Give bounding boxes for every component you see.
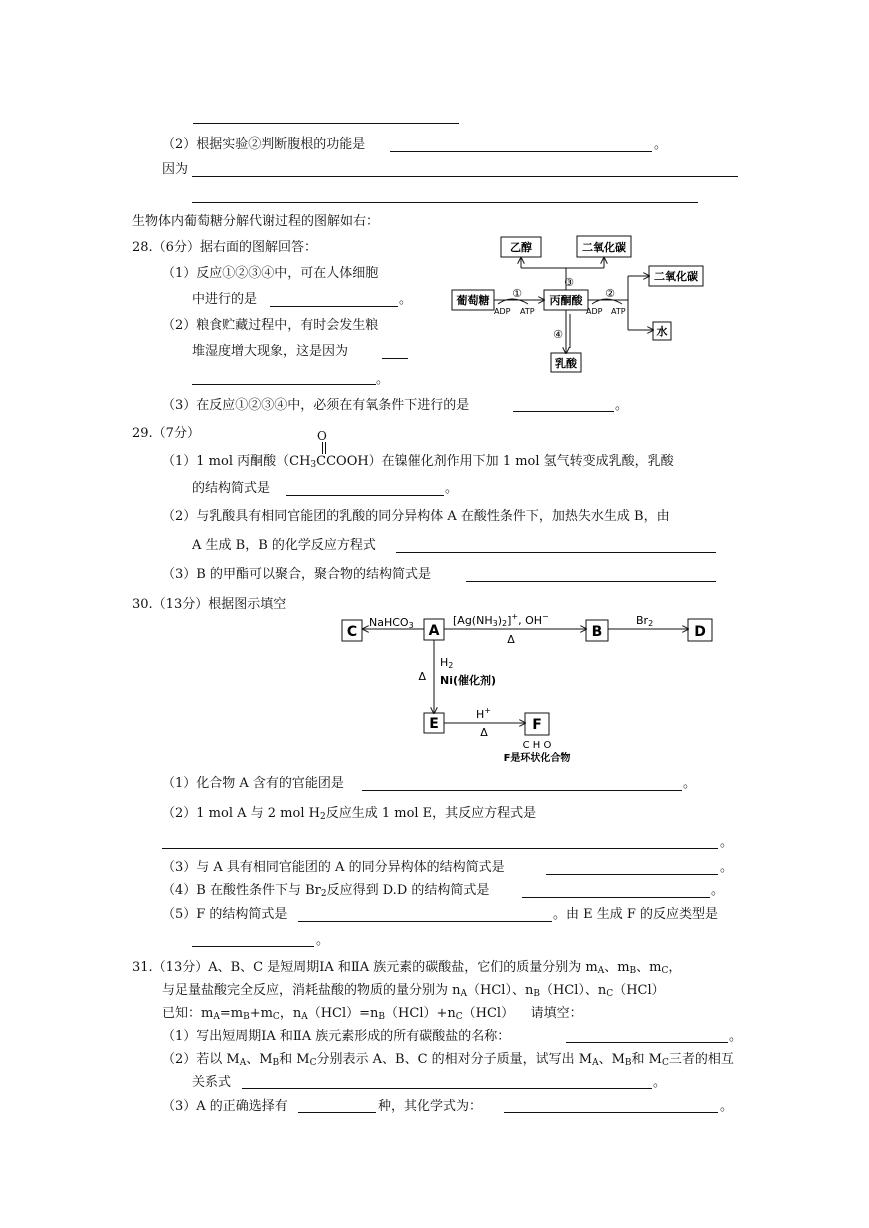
q30-part4: （4）B 在酸性条件下与 $Br_2$反应得到 D.D 的结构简式是: [162, 883, 490, 899]
answer-blank[interactable]: [162, 848, 718, 849]
nahco3-label: NaHCO3: [369, 616, 414, 630]
q30-part5-post: 。由 E 生成 F 的反应类型是: [553, 907, 719, 922]
intro-text: 生物体内葡萄糖分解代谢过程的图解如右：: [132, 214, 380, 229]
answer-blank[interactable]: [286, 495, 444, 496]
br2-label: Br2: [636, 614, 654, 628]
answer-blank[interactable]: [466, 581, 716, 582]
q28-part3-end: 。: [615, 398, 629, 413]
q28-part3: （3）在反应①②③④中，必须在有氧条件下进行的是: [162, 398, 470, 413]
q28-part1b: 中进行的是: [192, 292, 258, 307]
q31-part2a: （2）若以 $M_A$、$M_B$和 $M_C$分别表示 A、B、C 的相对分子质量，试写出 $M_A$、$M_B$和 $M_C$三者的相互: [162, 1052, 734, 1068]
q31-part1-end: 。: [729, 1029, 743, 1044]
q31-part3b: 种，其化学式为：: [378, 1099, 483, 1114]
ethanol-label: 乙醇: [510, 241, 532, 254]
answer-blank[interactable]: [396, 552, 716, 553]
glucose-label: 葡萄糖: [456, 294, 490, 307]
answer-blank[interactable]: [504, 1112, 718, 1113]
answer-blank[interactable]: [192, 202, 698, 203]
q30-part1: （1）化合物 A 含有的官能团是: [162, 776, 344, 791]
q28-part2b: 堆湿度增大现象，这是因为: [192, 344, 349, 359]
q30-part3: （3）与 A 具有相同官能团的 A 的同分异构体的结构简式是: [162, 860, 505, 875]
carbonyl-bond: [325, 442, 326, 454]
q31-part3-end: 。: [720, 1099, 734, 1114]
lactate-label: 乳酸: [555, 357, 577, 370]
label-B: B: [591, 624, 603, 640]
answer-blank[interactable]: [193, 123, 459, 124]
q30-part2-end: 。: [720, 835, 734, 850]
answer-blank[interactable]: [566, 1042, 728, 1043]
q31-part1: （1）写出短周期ⅠA 和ⅡA 族元素形成的所有碳酸盐的名称：: [162, 1029, 511, 1044]
q29-part1b: 的结构简式是: [192, 481, 271, 496]
q28-part2-end: 。: [376, 372, 390, 387]
reaction-diagram: [336, 608, 726, 768]
q27-part2-end: 。: [654, 137, 668, 152]
answer-blank[interactable]: [382, 358, 408, 359]
adp2-label: ADP: [586, 307, 603, 316]
label-D: D: [694, 624, 706, 640]
q28-part2a: （2）粮食贮藏过程中，有时会发生粮: [162, 318, 379, 333]
water-label: 水: [656, 325, 668, 338]
q29-part3: （3）B 的甲酯可以聚合，聚合物的结构简式是: [162, 567, 431, 582]
q27-because: 因为: [162, 162, 189, 177]
q29-part2b: A 生成 B，B 的化学反应方程式: [192, 538, 376, 553]
q30-part2: （2）1 mol A 与 2 mol $H_2$反应生成 1 mol E，其反应方程式是: [162, 806, 537, 822]
q31-line2: 与足量盐酸完全反应，消耗盐酸的物质的量分别为 $n_A(HCl)$、$n_B(HCl)$、$n_C(HCl)$: [162, 983, 665, 999]
co2-top-label: 二氧化碳: [582, 241, 626, 254]
r2-label: ②: [605, 287, 615, 300]
q30-part3-end: 。: [720, 860, 734, 875]
carbonyl-o: O: [317, 429, 327, 443]
q28-title: 28.（6分）据右面的图解回答：: [132, 240, 317, 255]
q31-line3: 已知：$m_A=m_B+m_C$，$n_A(HCl)=n_B(HCl)+n_C(HCl)$ 请填空：: [162, 1006, 583, 1022]
delta1-label: Δ: [507, 633, 515, 646]
q30-part4-end: 。: [711, 883, 725, 898]
carbonyl-bond: [322, 442, 323, 454]
answer-blank[interactable]: [298, 921, 552, 922]
q29-title: 29.（7分）: [132, 426, 200, 441]
r1-label: ①: [512, 287, 522, 300]
answer-blank[interactable]: [192, 946, 314, 947]
answer-blank[interactable]: [522, 897, 710, 898]
label-C: C: [346, 624, 358, 640]
answer-blank[interactable]: [390, 151, 652, 152]
label-A: A: [428, 623, 440, 639]
label-E: E: [429, 716, 439, 732]
delta2-label: Δ: [418, 670, 426, 683]
adp1-label: ADP: [494, 307, 511, 316]
q29-part1-end: 。: [445, 481, 459, 496]
q29-part1a: （1）1 mol 丙酮酸$(CH_3CCOOH)$在镍催化剂作用下加 1 mol 氢气转变成乳酸，乳酸: [162, 454, 674, 470]
hplus-label: H+: [476, 706, 491, 721]
answer-blank[interactable]: [192, 384, 376, 385]
q27-part2: （2）根据实验②判断腹根的功能是: [162, 137, 366, 152]
delta3-label: Δ: [480, 726, 488, 739]
q28-part1-end: 。: [399, 292, 413, 307]
metabolism-diagram: [440, 228, 710, 378]
answer-blank[interactable]: [242, 1088, 652, 1089]
answer-blank[interactable]: [546, 874, 718, 875]
label-F: F: [532, 717, 542, 733]
q28-part1a: （1）反应①②③④中，可在人体细胞: [162, 266, 379, 281]
h2-label: H2: [440, 656, 454, 670]
f-note-label: F是环状化合物: [503, 753, 571, 764]
q30-part1-end: 。: [683, 776, 697, 791]
q29-part2a: （2）与乳酸具有相同官能团的乳酸的同分异构体 A 在酸性条件下，加热失水生成 B，由: [162, 509, 670, 524]
answer-blank[interactable]: [362, 790, 682, 791]
answer-blank[interactable]: [270, 306, 398, 307]
answer-blank[interactable]: [298, 1112, 376, 1113]
q30-part5-end: 。: [316, 933, 330, 948]
answer-blank[interactable]: [513, 411, 614, 412]
co2-right-label: 二氧化碳: [654, 270, 698, 283]
atp1-label: ATP: [520, 307, 535, 316]
q31-title: 31.（13分）A、B、C 是短周期ⅠA 和ⅡA 族元素的碳酸盐，它们的质量分别为 $m_A$、$m_B$、$m_C$，: [132, 960, 682, 976]
cho-label: C H O: [522, 740, 552, 751]
q31-part3a: （3）A 的正确选择有: [162, 1099, 288, 1114]
answer-blank[interactable]: [192, 176, 738, 177]
q31-part2b: 关系式: [192, 1075, 232, 1090]
atp2-label: ATP: [611, 307, 626, 316]
q30-title: 30.（13分）根据图示填空: [132, 597, 287, 612]
q31-part2-end: 。: [653, 1075, 667, 1090]
q30-part5: （5）F 的结构简式是: [162, 907, 288, 922]
ag-reagent-label: [Ag(NH3)2]+, OH−: [453, 612, 549, 628]
r4-label: ④: [553, 328, 563, 341]
ni-label: Ni(催化剂): [440, 674, 497, 687]
r3-label: ③: [564, 276, 574, 289]
pyruvate-label: 丙酮酸: [549, 294, 583, 307]
